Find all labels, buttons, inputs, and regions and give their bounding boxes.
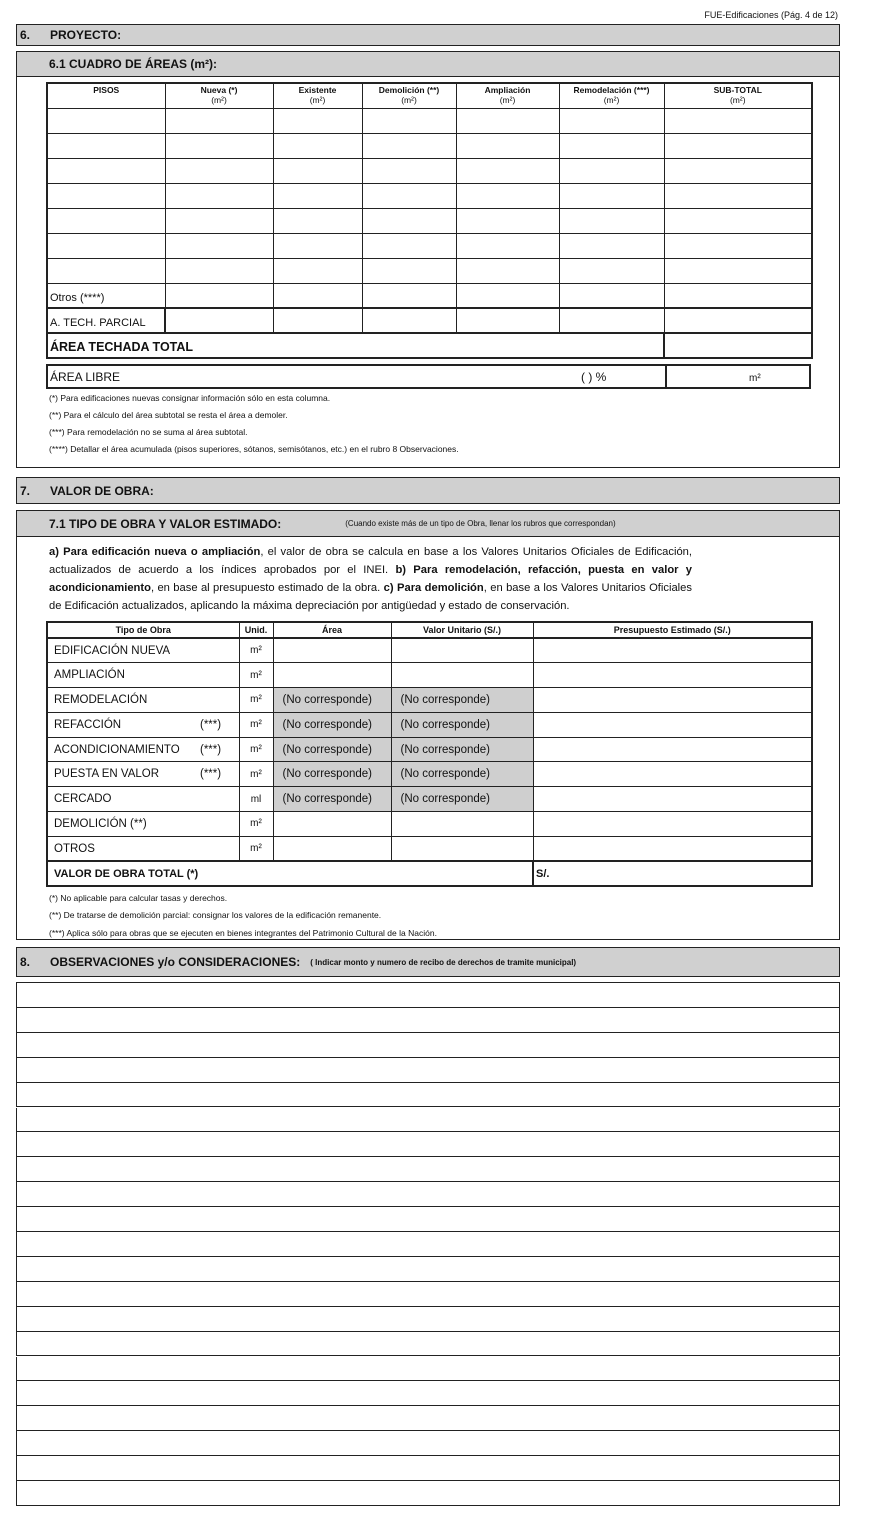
col-nueva: Nueva (*) (m²): [165, 83, 273, 108]
table-cell[interactable]: [664, 208, 812, 233]
col-demolicion: Demolición (**) (m²): [362, 83, 456, 108]
note-2: (**) Para el cálculo del área subtotal se resta el área a demoler.: [49, 410, 288, 420]
table-cell[interactable]: [559, 258, 664, 283]
piso-row: [47, 183, 812, 208]
table-cell[interactable]: [273, 283, 362, 308]
page-number-label: FUE-Edificaciones (Pág. 4 de 12): [704, 10, 838, 20]
obra-area[interactable]: [273, 836, 391, 861]
section-8-hint: ( Indicar monto y numero de recibo de derechos de tramite municipal): [310, 957, 577, 967]
table-cell[interactable]: [664, 283, 812, 308]
observacion-line[interactable]: [16, 1332, 840, 1357]
observacion-line[interactable]: [16, 1207, 840, 1232]
piso-row: [47, 158, 812, 183]
obra-tipo: ACONDICIONAMIENTO (***): [47, 737, 239, 762]
col-existente: Existente (m²): [273, 83, 362, 108]
obra-row: [47, 638, 812, 663]
obra-area: (No corresponde): [273, 762, 391, 787]
table-cell[interactable]: [456, 108, 559, 133]
observacion-line[interactable]: [16, 1132, 840, 1157]
section-7-number: 7.: [20, 483, 31, 498]
table-cell[interactable]: [165, 258, 273, 283]
table-cell[interactable]: [165, 133, 273, 158]
obra-row: [47, 737, 812, 762]
valor-obra-instructions: a) Para edificación nueva o ampliación, el valor de obra se calcula en base a los Valores Unitarios Oficiales de Edificación, actualizados de acuerdo a los índices aprobados por el INEI. b) Para remodelación, refacción, puesta en valor y acondicionamiento, en base al presupuesto estimado de la obra. c) Para demolición, en base a los Valores Unitarios Oficiales de Edificación actualizados, aplicando la máxima depreciación por antigüedad y estado de conservación.: [49, 546, 693, 612]
obra-mark: (***): [200, 743, 222, 756]
table-cell[interactable]: [47, 208, 165, 233]
note-7-1: (*) No aplicable para calcular tasas y derechos.: [49, 893, 228, 903]
table-cell[interactable]: [456, 208, 559, 233]
obra-unidad: m²: [239, 762, 273, 787]
piso-row: [47, 208, 812, 233]
table-cell[interactable]: [664, 108, 812, 133]
note-7-3: (***) Aplica sólo para obras que se ejecuten en bienes integrantes del Patrimonio Cultural de la Nación.: [49, 928, 437, 938]
table-cell[interactable]: [456, 183, 559, 208]
note-7-2: (**) De tratarse de demolición parcial: consignar los valores de la edificación remanente.: [49, 910, 382, 920]
obra-presupuesto[interactable]: [533, 712, 812, 737]
obra-presupuesto[interactable]: [533, 762, 812, 787]
obra-unidad: m²: [239, 638, 273, 663]
table-cell[interactable]: [47, 258, 165, 283]
area-libre-label: ÁREA LIBRE: [50, 370, 121, 384]
table-cell[interactable]: [165, 283, 273, 308]
area-libre-label-cell: [48, 366, 667, 387]
obra-row: [47, 663, 812, 688]
note-1: (*) Para edificaciones nuevas consignar información sólo en esta columna.: [49, 393, 331, 403]
col-pisos: PISOS: [47, 83, 165, 108]
obra-unidad: ml: [239, 787, 273, 812]
section-8-number: 8.: [20, 955, 31, 969]
obra-tipo: EDIFICACIÓN NUEVA: [47, 638, 239, 663]
table-cell[interactable]: [664, 183, 812, 208]
obra-area: (No corresponde): [273, 688, 391, 713]
table-cell[interactable]: [273, 233, 362, 258]
col-remodelacion: Remodelación (***) (m²): [559, 83, 664, 108]
section-6-title: PROYECTO:: [50, 28, 122, 42]
obra-presupuesto[interactable]: [533, 663, 812, 688]
table-cell[interactable]: [456, 158, 559, 183]
observacion-line[interactable]: [16, 1282, 840, 1307]
observacion-line[interactable]: [16, 1232, 840, 1257]
table-cell[interactable]: [47, 183, 165, 208]
parcial-row: [47, 308, 812, 333]
section-8-title: OBSERVACIONES y/o CONSIDERACIONES:: [50, 955, 301, 969]
obra-row: [47, 712, 812, 737]
piso-row: [47, 108, 812, 133]
table-cell[interactable]: [362, 183, 456, 208]
table-cell[interactable]: [559, 158, 664, 183]
obra-presupuesto[interactable]: [533, 688, 812, 713]
observacion-line[interactable]: [16, 1108, 840, 1133]
note-3: (***) Para remodelación no se suma al área subtotal.: [49, 427, 248, 437]
otros-label: Otros (****): [47, 283, 165, 308]
piso-row: [47, 133, 812, 158]
table-cell[interactable]: [559, 283, 664, 308]
obra-unidad: m²: [239, 737, 273, 762]
section-6-1-title: 6.1 CUADRO DE ÁREAS (m²):: [49, 57, 218, 71]
obra-unidad: m²: [239, 836, 273, 861]
obra-tipo: CERCADO: [47, 787, 239, 812]
table-cell[interactable]: [165, 158, 273, 183]
observacion-line[interactable]: [16, 1381, 840, 1406]
table-cell[interactable]: [664, 133, 812, 158]
valor-total-row: [47, 861, 812, 886]
obra-presupuesto[interactable]: [533, 836, 812, 861]
section-6-1-header: [16, 51, 840, 77]
table-cell[interactable]: [273, 133, 362, 158]
obra-tipo: PUESTA EN VALOR (***): [47, 762, 239, 787]
table-cell[interactable]: [362, 258, 456, 283]
piso-row: [47, 233, 812, 258]
obra-presupuesto[interactable]: [533, 737, 812, 762]
table-cell[interactable]: [362, 283, 456, 308]
obra-tipo: DEMOLICIÓN (**): [47, 812, 239, 837]
observacion-line[interactable]: [16, 1481, 840, 1506]
table-cell[interactable]: [362, 108, 456, 133]
table-cell[interactable]: [47, 133, 165, 158]
table-cell[interactable]: [273, 208, 362, 233]
table-cell[interactable]: [559, 183, 664, 208]
obra-mark: (***): [200, 718, 222, 731]
observacion-line[interactable]: [16, 1157, 840, 1182]
obra-unidad: m²: [239, 663, 273, 688]
obra-presupuesto[interactable]: [533, 638, 812, 663]
table-cell[interactable]: [456, 233, 559, 258]
obra-mark: (***): [200, 768, 222, 781]
table-cell[interactable]: [165, 183, 273, 208]
table-cell[interactable]: [362, 158, 456, 183]
col-subtotal: SUB-TOTAL (m²): [664, 83, 812, 108]
table-cell[interactable]: [559, 233, 664, 258]
parcial-label: A. TECH. PARCIAL: [47, 308, 165, 333]
col-unidad: Unid.: [239, 622, 273, 638]
section-6-header: [16, 24, 840, 46]
section-7-1-hint: (Cuando existe más de un tipo de Obra, llenar los rubros que correspondan): [345, 519, 616, 528]
obra-area[interactable]: [273, 663, 391, 688]
area-libre-m2-cell[interactable]: [667, 366, 809, 387]
obra-unidad: m²: [239, 712, 273, 737]
section-7-1-header: [16, 510, 840, 537]
table-cell[interactable]: [273, 108, 362, 133]
obra-valor-unitario: (No corresponde): [391, 688, 533, 713]
area-libre-unit: m²: [749, 373, 761, 384]
table-cell[interactable]: [47, 108, 165, 133]
tipo-obra-header-row: [47, 622, 812, 638]
area-techada-total-label: ÁREA TECHADA TOTAL: [47, 333, 664, 358]
table-cell[interactable]: [273, 158, 362, 183]
obra-valor-unitario[interactable]: [391, 663, 533, 688]
obra-row: [47, 787, 812, 812]
obra-valor-unitario: (No corresponde): [391, 712, 533, 737]
observacion-line[interactable]: [16, 1058, 840, 1083]
table-cell[interactable]: [165, 308, 273, 333]
obra-valor-unitario[interactable]: [391, 812, 533, 837]
table-cell[interactable]: [273, 183, 362, 208]
table-cell[interactable]: [456, 133, 559, 158]
table-cell[interactable]: [362, 308, 456, 333]
obra-row: [47, 836, 812, 861]
obra-presupuesto[interactable]: [533, 812, 812, 837]
obra-area: (No corresponde): [273, 712, 391, 737]
areas-table: [46, 82, 813, 359]
obra-area[interactable]: [273, 638, 391, 663]
area-libre-row: [46, 364, 811, 389]
obra-unidad: m²: [239, 688, 273, 713]
table-cell[interactable]: [273, 308, 362, 333]
valor-total-label: VALOR DE OBRA TOTAL (*): [47, 861, 533, 886]
observacion-line[interactable]: [16, 1406, 840, 1431]
section-6-number: 6.: [20, 28, 31, 42]
section-7-header: [16, 477, 840, 504]
table-cell[interactable]: [362, 233, 456, 258]
obra-tipo: OTROS: [47, 836, 239, 861]
col-presupuesto: Presupuesto Estimado (S/.): [533, 622, 812, 638]
table-cell[interactable]: [165, 208, 273, 233]
table-cell[interactable]: [165, 233, 273, 258]
col-tipo-obra: Tipo de Obra: [47, 622, 239, 638]
obra-presupuesto[interactable]: [533, 787, 812, 812]
observacion-line[interactable]: [16, 1182, 840, 1207]
col-valor-unitario: Valor Unitario (S/.): [391, 622, 533, 638]
section-7-1-title: 7.1 TIPO DE OBRA Y VALOR ESTIMADO:: [49, 516, 282, 531]
col-ampliacion: Ampliación (m²): [456, 83, 559, 108]
obra-area: (No corresponde): [273, 787, 391, 812]
piso-row: [47, 258, 812, 283]
obra-row: [47, 688, 812, 713]
area-techada-total-cell[interactable]: [664, 333, 812, 358]
table-cell[interactable]: [47, 233, 165, 258]
table-cell[interactable]: [165, 108, 273, 133]
table-cell[interactable]: [559, 133, 664, 158]
table-cell[interactable]: [362, 133, 456, 158]
obra-row: [47, 812, 812, 837]
table-cell[interactable]: [559, 108, 664, 133]
obra-tipo: AMPLIACIÓN: [47, 663, 239, 688]
observacion-line[interactable]: [16, 1008, 840, 1033]
total-row: [47, 333, 812, 358]
table-cell[interactable]: [456, 308, 559, 333]
table-cell[interactable]: [664, 258, 812, 283]
table-cell[interactable]: [362, 208, 456, 233]
valor-total-currency[interactable]: S/.: [533, 861, 812, 886]
obra-unidad: m²: [239, 812, 273, 837]
obra-valor-unitario: (No corresponde): [391, 762, 533, 787]
observacion-line[interactable]: [16, 1033, 840, 1058]
table-cell[interactable]: [664, 308, 812, 333]
area-libre-percent[interactable]: ( ) %: [581, 370, 607, 384]
table-cell[interactable]: [273, 258, 362, 283]
observacion-line[interactable]: [16, 1307, 840, 1332]
obra-area: (No corresponde): [273, 737, 391, 762]
otros-row: [47, 283, 812, 308]
observacion-line[interactable]: [16, 1357, 840, 1382]
obra-row: [47, 762, 812, 787]
tipo-obra-table: [46, 621, 813, 887]
obra-valor-unitario[interactable]: [391, 836, 533, 861]
table-cell[interactable]: [456, 258, 559, 283]
obra-tipo: REFACCIÓN (***): [47, 712, 239, 737]
observacion-line[interactable]: [16, 1257, 840, 1282]
section-8-header: [16, 947, 840, 977]
table-cell[interactable]: [559, 208, 664, 233]
obra-area[interactable]: [273, 812, 391, 837]
areas-header-row: [47, 83, 812, 108]
table-cell[interactable]: [456, 283, 559, 308]
note-4: (****) Detallar el área acumulada (pisos superiores, sótanos, semisótanos, etc.) en el rubro 8 Observaciones.: [49, 444, 459, 454]
table-cell[interactable]: [559, 308, 664, 333]
table-cell[interactable]: [664, 158, 812, 183]
obra-valor-unitario: (No corresponde): [391, 737, 533, 762]
obra-valor-unitario: (No corresponde): [391, 787, 533, 812]
col-area: Área: [273, 622, 391, 638]
section-7-title: VALOR DE OBRA:: [50, 483, 154, 498]
observacion-line[interactable]: [16, 1456, 840, 1481]
observacion-line[interactable]: [16, 983, 840, 1008]
obra-valor-unitario[interactable]: [391, 638, 533, 663]
obra-tipo: REMODELACIÓN: [47, 688, 239, 713]
observacion-line[interactable]: [16, 1431, 840, 1456]
table-cell[interactable]: [664, 233, 812, 258]
table-cell[interactable]: [47, 158, 165, 183]
observacion-line[interactable]: [16, 1083, 840, 1108]
